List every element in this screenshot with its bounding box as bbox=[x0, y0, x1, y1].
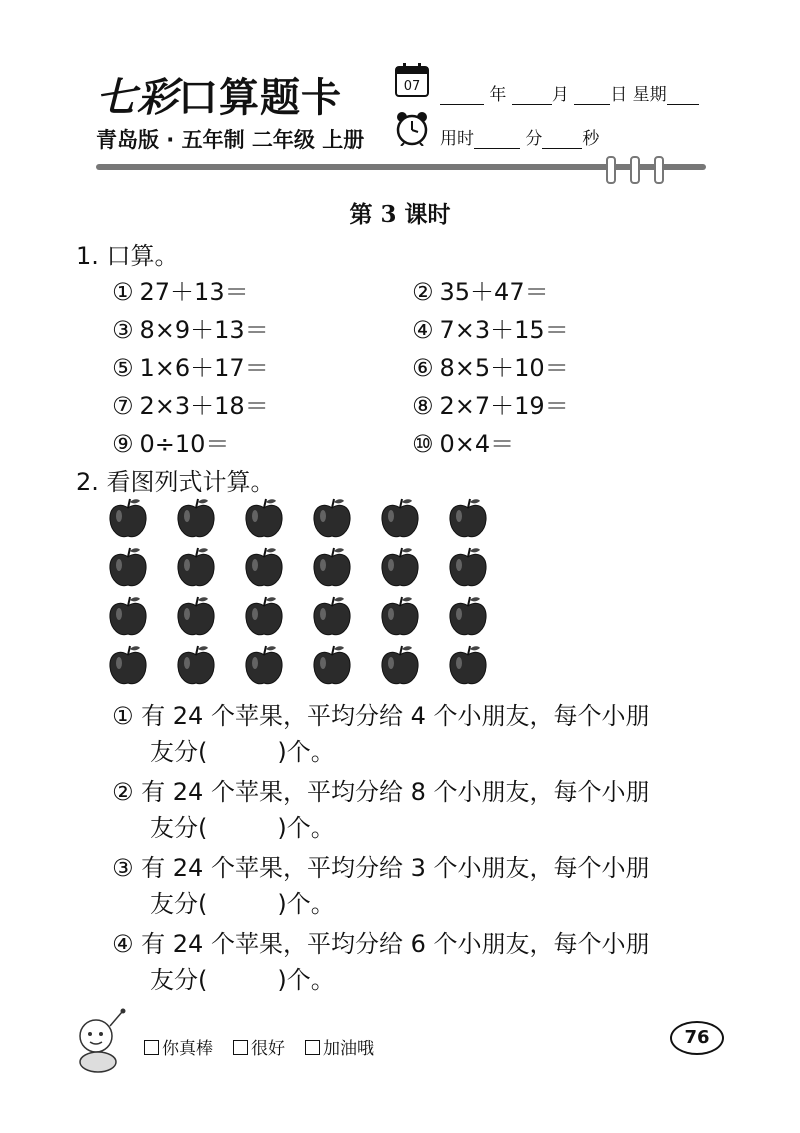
mental-math-item: ⑨ 0÷10＝ bbox=[112, 430, 230, 458]
brand-name: 口算题卡 bbox=[178, 75, 342, 121]
alarm-clock-icon bbox=[394, 110, 430, 146]
apple-icon bbox=[242, 643, 286, 687]
rating-option-great[interactable]: 你真棒 bbox=[144, 1034, 213, 1059]
edition-label: 青岛版 · 五年制 二年级 上册 bbox=[96, 128, 365, 152]
mental-math-item: ⑤ 1×6＋17＝ bbox=[112, 354, 269, 382]
apple-icon bbox=[242, 545, 286, 589]
mental-math-item: ① 27＋13＝ bbox=[112, 278, 249, 306]
apple-icon bbox=[310, 496, 354, 540]
word-problem: ④ 有 24 个苹果，平均分给 6 个小朋友，每个小朋 友分( )个。 bbox=[112, 930, 650, 994]
apple-icon bbox=[106, 496, 150, 540]
mental-math-item: ⑩ 0×4＝ bbox=[412, 430, 515, 458]
time-fill-line bbox=[440, 124, 599, 149]
apple-icon bbox=[106, 594, 150, 638]
apple-icon bbox=[310, 545, 354, 589]
date-fill-line bbox=[440, 80, 699, 105]
brand-title bbox=[96, 66, 342, 123]
month-label: 月 bbox=[551, 85, 569, 105]
mental-math-item: ⑥ 8×5＋10＝ bbox=[412, 354, 569, 382]
apple-icon bbox=[242, 496, 286, 540]
apple-grid bbox=[106, 496, 506, 692]
mental-math-item: ④ 7×3＋15＝ bbox=[412, 316, 569, 344]
apple-icon bbox=[310, 643, 354, 687]
apple-icon bbox=[310, 594, 354, 638]
weekday-label: 星期 bbox=[632, 85, 667, 105]
apple-icon bbox=[106, 643, 150, 687]
apple-icon bbox=[174, 496, 218, 540]
time-used-label: 用时 bbox=[440, 129, 474, 149]
apple-icon bbox=[378, 545, 422, 589]
calendar-day: 07 bbox=[403, 79, 421, 94]
checkbox-icon bbox=[305, 1040, 320, 1055]
word-problem: ① 有 24 个苹果，平均分给 4 个小朋友，每个小朋 友分( )个。 bbox=[112, 702, 650, 766]
apple-icon bbox=[446, 545, 490, 589]
page-number: 76 bbox=[670, 1021, 724, 1055]
mental-math-item: ③ 8×9＋13＝ bbox=[112, 316, 269, 344]
apple-icon bbox=[174, 545, 218, 589]
binder-ring bbox=[606, 156, 616, 184]
binder-ring bbox=[654, 156, 664, 184]
minute-blank[interactable] bbox=[474, 132, 520, 149]
calendar-icon bbox=[394, 62, 430, 98]
apple-icon bbox=[446, 594, 490, 638]
word-problem: ③ 有 24 个苹果，平均分给 3 个小朋友，每个小朋 友分( )个。 bbox=[112, 854, 650, 918]
mental-math-item: ② 35＋47＝ bbox=[412, 278, 549, 306]
mascot-icon bbox=[64, 1006, 134, 1076]
second-blank[interactable] bbox=[542, 132, 582, 149]
year-blank[interactable] bbox=[440, 88, 484, 105]
checkbox-icon bbox=[233, 1040, 248, 1055]
checkbox-icon bbox=[144, 1040, 159, 1055]
word-problem: ② 有 24 个苹果，平均分给 8 个小朋友，每个小朋 友分( )个。 bbox=[112, 778, 650, 842]
rating-option-good[interactable]: 很好 bbox=[233, 1034, 285, 1059]
day-label: 日 bbox=[610, 85, 628, 105]
apple-icon bbox=[446, 643, 490, 687]
brand-prefix: 七彩 bbox=[96, 74, 178, 121]
binder-ring bbox=[630, 156, 640, 184]
apple-icon bbox=[378, 643, 422, 687]
lesson-title: 第 3 课时 bbox=[349, 201, 451, 228]
question-2-title: 2. 看图列式计算。 bbox=[76, 468, 275, 496]
rating-option-keep-going[interactable]: 加油哦 bbox=[305, 1034, 374, 1059]
apple-icon bbox=[378, 496, 422, 540]
mental-math-item: ⑦ 2×3＋18＝ bbox=[112, 392, 269, 420]
apple-icon bbox=[174, 594, 218, 638]
apple-icon bbox=[446, 496, 490, 540]
day-blank[interactable] bbox=[574, 88, 610, 105]
apple-icon bbox=[242, 594, 286, 638]
apple-icon bbox=[378, 594, 422, 638]
question-1-title: 1. 口算。 bbox=[76, 242, 179, 270]
year-label: 年 bbox=[489, 85, 507, 105]
month-blank[interactable] bbox=[512, 88, 552, 105]
weekday-blank[interactable] bbox=[667, 88, 699, 105]
second-label: 秒 bbox=[582, 129, 600, 149]
apple-icon bbox=[174, 643, 218, 687]
mental-math-item: ⑧ 2×7＋19＝ bbox=[412, 392, 569, 420]
minute-label: 分 bbox=[525, 129, 543, 149]
apple-icon bbox=[106, 545, 150, 589]
